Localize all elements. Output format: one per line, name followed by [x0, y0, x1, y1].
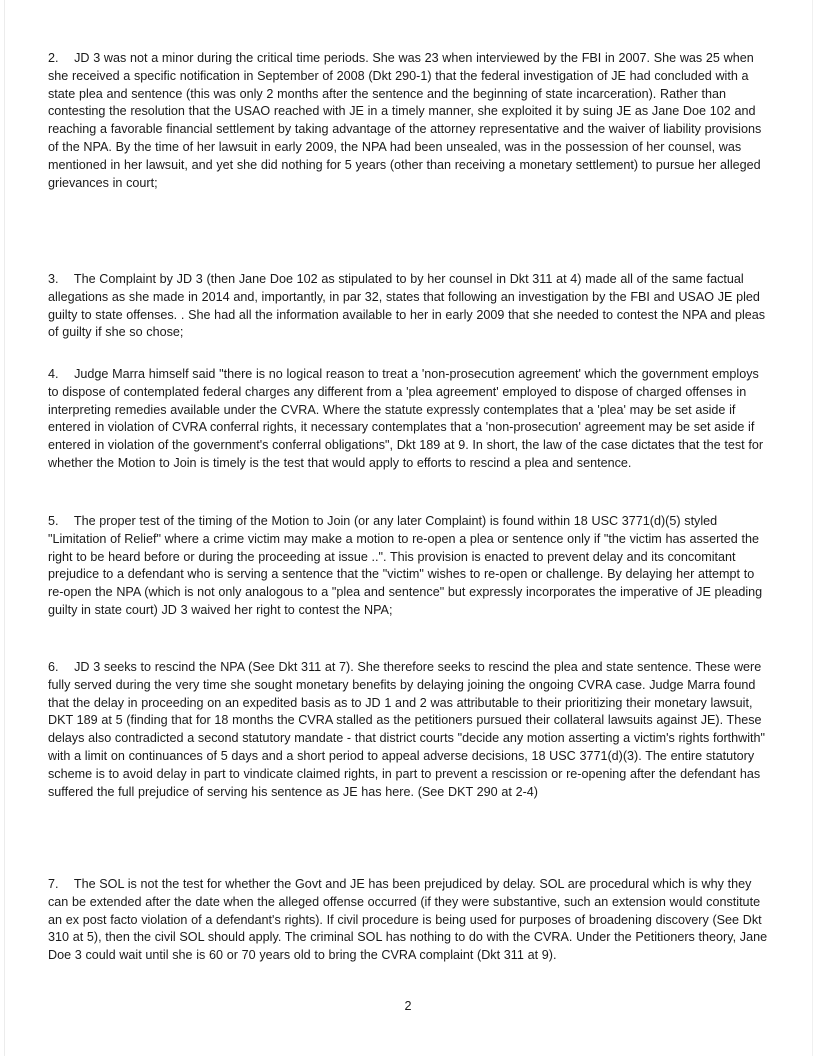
- paragraph-number: 5.: [48, 514, 59, 528]
- paragraph-7: [48, 876, 772, 965]
- paragraph-3: [48, 271, 772, 342]
- page-number: 2: [404, 999, 412, 1013]
- paragraph-text: The Complaint by JD 3 (then Jane Doe 102 as stipulated to by her counsel in Dkt 311 at 4) made all of the same factual allegations as she made in 2014 and, importantly, in par 32, states that following an investigation by the FBI and USAO JE pled guilty to state offenses. . She had all the information available to her in early 2009 that she needed to contest the NPA and pleas of guilty if she so chose;: [48, 272, 766, 340]
- paragraph-5: [48, 513, 772, 620]
- paragraph-text: JD 3 seeks to rescind the NPA (See Dkt 311 at 7). She therefore seeks to rescind the plea and state sentence. These were fully served during the very time she sought monetary benefits by delaying joining the ongoing CVRA case. Judge Marra found that the delay in proceeding on an expedited basis as to JD 1 and 2 was attributable to their prioritizing their monetary lawsuit, DKT 189 at 5 (finding that for 18 months the CVRA stalled as the petitioners pursued their collateral lawsuits against JE). These delays also contradicted a second statutory mandate - that district courts "decide any motion asserting a victim's rights forthwith" with a limit on continuances of 5 days and a short period to appeal adverse decisions, 18 USC 3771(d)(3). The entire statutory scheme is to avoid delay in part to vindicate claimed rights, in part to prevent a rescission or re-opening after the defendant has suffered the full prejudice of serving his sentence as JE has here. (See DKT 290 at 2-4): [48, 660, 766, 799]
- paragraph-number: 2.: [48, 51, 59, 65]
- paragraph-number: 3.: [48, 272, 59, 286]
- page-edge-right: [812, 0, 813, 1056]
- paragraph-text: JD 3 was not a minor during the critical time periods. She was 23 when interviewed by the FBI in 2007. She was 25 when she received a specific notification in September of 2008 (Dkt 290-1) that the federal investigation of JE had concluded with a state plea and sentence (this was only 2 months after the sentence and the beginning of state incarceration). Rather than contesting the resolution that the USAO reached with JE in a timely manner, she exploited it by suing JE as Jane Doe 102 and reaching a favorable financial settlement by taking advantage of the attorney representative and the waiver of liability provisions of the NPA. By the time of her lawsuit in early 2009, the NPA had been unsealed, was in the possession of her counsel, was mentioned in her lawsuit, and yet she did nothing for 5 years (other than receiving a monetary settlement) to pursue her alleged grievances in court;: [48, 51, 762, 190]
- paragraph-4: [48, 366, 772, 473]
- page-edge-left: [4, 0, 5, 1056]
- paragraph-number: 7.: [48, 877, 59, 891]
- paragraph-text: The proper test of the timing of the Motion to Join (or any later Complaint) is found within 18 USC 3771(d)(5) styled "Limitation of Relief" where a crime victim may make a motion to re-open a plea or sentence only if "the victim has asserted the right to be heard before or during the proceeding at issue ..". This provision is enacted to prevent delay and its concomitant prejudice to a defendant who is serving a sentence that the "victim" wishes to re-open or challenge. By delaying her attempt to re-open the NPA (which is not only analogous to a "plea and sentence" but expressly incorporates the imperative of JE pleading guilty in state court) JD 3 waived her right to contest the NPA;: [48, 514, 763, 617]
- paragraph-number: 6.: [48, 660, 59, 674]
- paragraph-2: [48, 50, 772, 192]
- paragraph-number: 4.: [48, 367, 59, 381]
- paragraph-text: The SOL is not the test for whether the Govt and JE has been prejudiced by delay. SOL are procedural which is why they can be extended after the date when the alleged offense occurred (if they were substantive, such an extension would constitute an ex post facto violation of a defendant's rights). If civil procedure is being used for purposes of broadening discovery (See Dkt 310 at 5), then the civil SOL should apply. The criminal SOL has nothing to do with the CVRA. Under the Petitioners theory, Jane Doe 3 could wait until she is 60 or 70 years old to bring the CVRA complaint (Dkt 311 at 9).: [48, 877, 768, 963]
- paragraph-6: [48, 659, 772, 801]
- paragraph-text: Judge Marra himself said "there is no logical reason to treat a 'non-prosecution agreement' which the government employs to dispose of contemplated federal charges any different from a 'plea agreement' employed to dispose of charged offenses in interpreting remedies available under the CVRA. Where the statute expressly contemplates that a 'plea' may be set aside if entered in violation of CVRA conferral rights, it necessary contemplates that a 'non-prosecution' agreement may be set aside if entered in violation of the government's conferral obligations", Dkt 189 at 9. In short, the law of the case dictates that the test for whether the Motion to Join is timely is the test that would apply to efforts to rescind a plea and sentence.: [48, 367, 764, 470]
